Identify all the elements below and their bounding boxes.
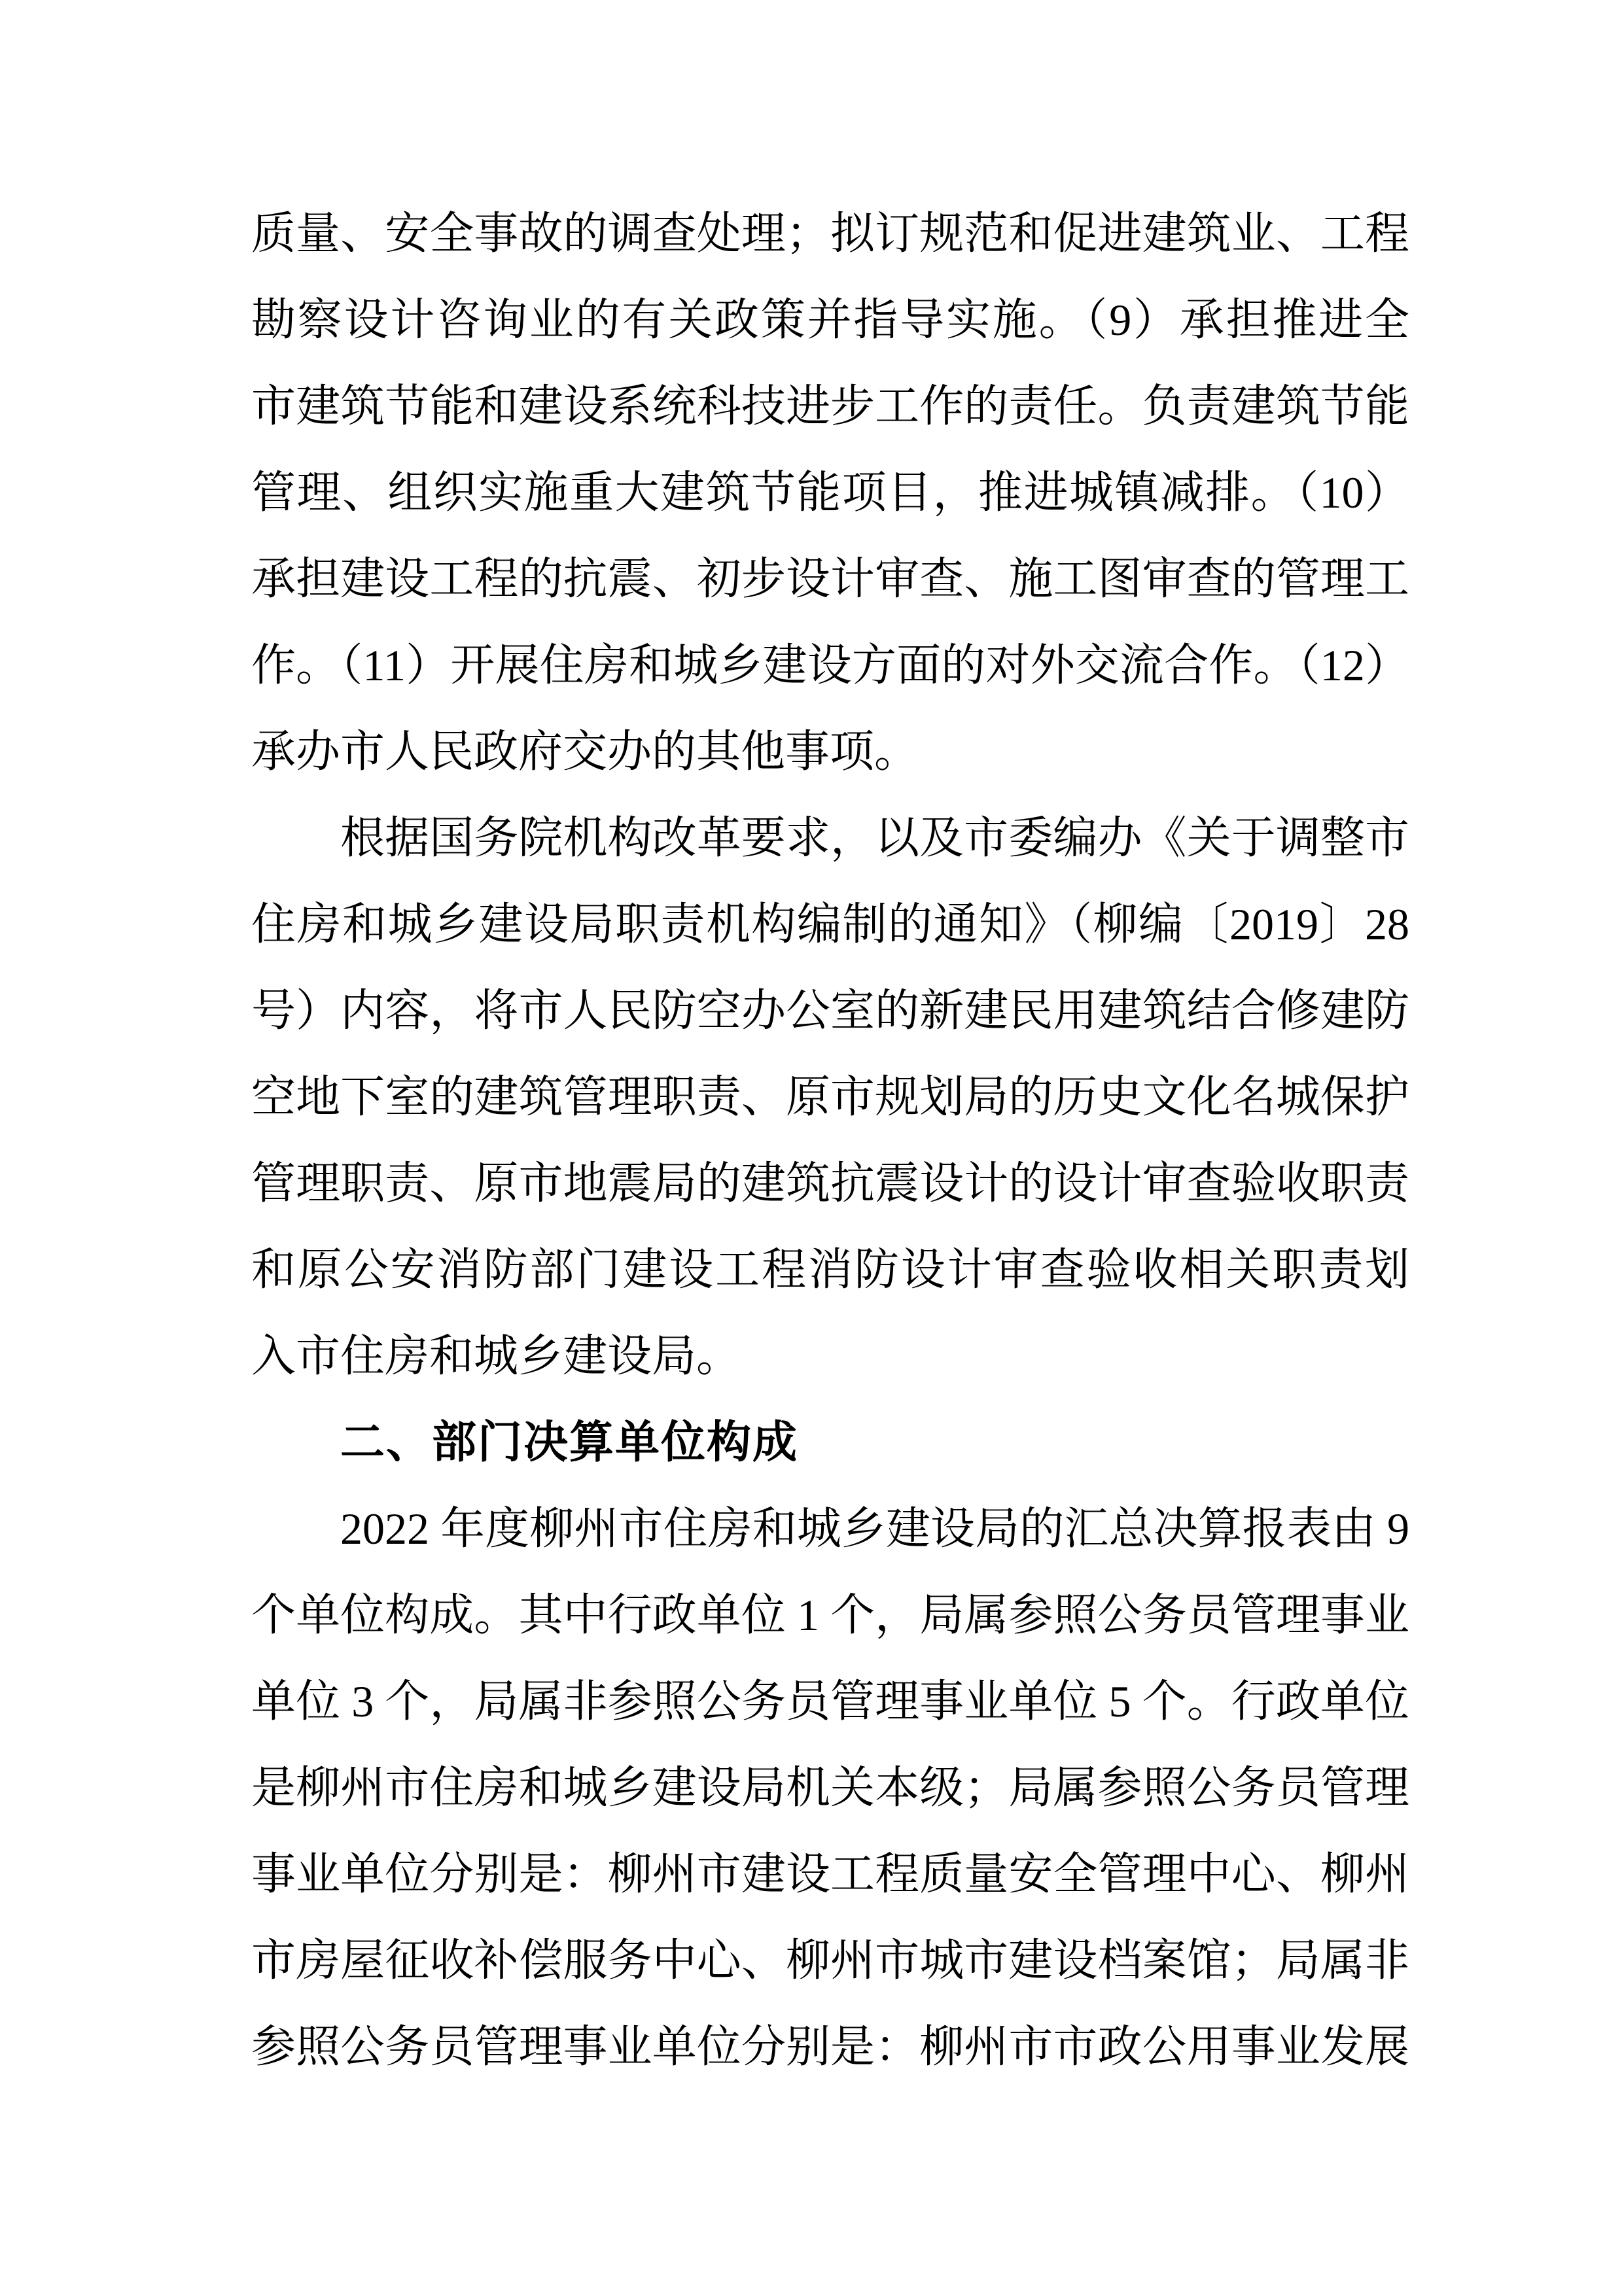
- body-text-line: 作。（11）开展住房和城乡建设方面的对外交流合作。（12）: [251, 640, 1409, 690]
- body-text-line: 承办市人民政府交办的其他事项。: [251, 727, 919, 776]
- body-text-line: 住房和城乡建设局职责机构编制的通知》（柳编〔2019〕28: [251, 899, 1409, 949]
- body-text-line: 和原公安消防部门建设工程消防设计审查验收相关职责划: [251, 1245, 1409, 1295]
- body-text-line: 入市住房和城乡建设局。: [251, 1331, 741, 1381]
- body-text-line: 管理、组织实施重大建筑节能项目，推进城镇减排。（10）: [251, 468, 1409, 517]
- body-text-line: 事业单位分别是：柳州市建设工程质量安全管理中心、柳州: [251, 1849, 1409, 1899]
- body-text-line: 号）内容，将市人民防空办公室的新建民用建筑结合修建防: [251, 986, 1409, 1035]
- body-text-line: 根据国务院机构改革要求，以及市委编办《关于调整市: [340, 813, 1409, 863]
- body-text-line: 市房屋征收补偿服务中心、柳州市城市建设档案馆；局属非: [251, 1936, 1409, 1985]
- body-text-line: 承担建设工程的抗震、初步设计审查、施工图审查的管理工: [251, 554, 1409, 604]
- body-text-line: 是柳州市住房和城乡建设局机关本级；局属参照公务员管理: [251, 1763, 1409, 1813]
- section-heading: 二、部门决算单位构成: [340, 1418, 799, 1467]
- body-text-line: 市建筑节能和建设系统科技进步工作的责任。负责建筑节能: [251, 381, 1409, 431]
- body-text-line: 2022 年度柳州市住房和城乡建设局的汇总决算报表由 9: [340, 1504, 1409, 1554]
- text-block: [251, 190, 1409, 2090]
- body-text-line: 勘察设计咨询业的有关政策并指导实施。（9）承担推进全: [251, 295, 1409, 345]
- body-text-line: 单位 3 个，局属非参照公务员管理事业单位 5 个。行政单位: [251, 1677, 1409, 1726]
- body-text-line: 个单位构成。其中行政单位 1 个，局属参照公务员管理事业: [251, 1590, 1409, 1640]
- body-text-line: 参照公务员管理事业单位分别是：柳州市市政公用事业发展: [251, 2022, 1409, 2072]
- body-text-line: 管理职责、原市地震局的建筑抗震设计的设计审查验收职责: [251, 1158, 1409, 1208]
- body-text-line: 质量、安全事故的调查处理；拟订规范和促进建筑业、工程: [251, 209, 1409, 258]
- body-text-line: 空地下室的建筑管理职责、原市规划局的历史文化名城保护: [251, 1072, 1409, 1122]
